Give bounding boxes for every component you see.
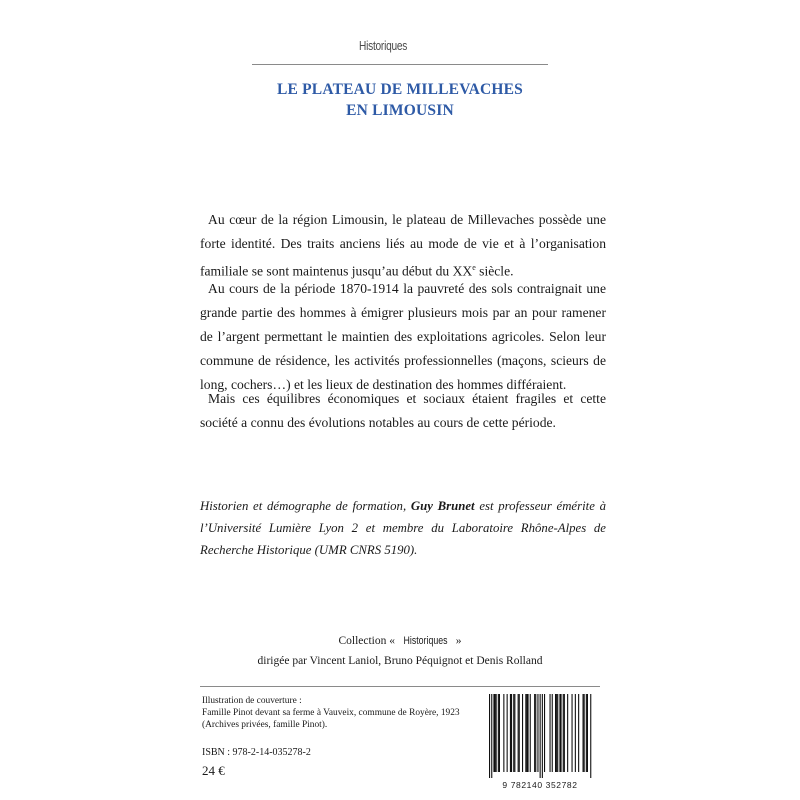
book-title: [202, 79, 598, 121]
barcode-bar: [511, 694, 512, 772]
barcode-bar: [535, 694, 536, 772]
top-rule: [252, 64, 548, 65]
collection-line: Collection « Historiques »: [202, 631, 598, 651]
barcode-bar: [557, 694, 558, 772]
barcode-bar: [514, 694, 515, 772]
summary-paragraph-2: Au cours de la période 1870-1914 la pauvreté des sols contraignait une grande partie des hommes à émigrer plusieurs mois par an pour ramener de l’argent permettant le maintien des exploitations agricoles. Selon leur commune de résidence, les activités professionnelles (maçons, scieurs de long, cochers…) et les lieux de destination des hommes différaient.: [200, 281, 606, 392]
collection-series-name: Historiques: [403, 635, 448, 647]
barcode-bar: [563, 694, 564, 772]
barcode-bar: [575, 694, 576, 772]
price: 24 €: [202, 763, 225, 778]
barcode-bar: [528, 694, 529, 772]
barcode-bar: [586, 694, 587, 772]
barcode-bar: [496, 694, 497, 772]
barcode-bar: [559, 694, 560, 772]
barcode-bar: [542, 694, 543, 778]
barcode-bar: [530, 694, 531, 772]
barcode-bar: [544, 694, 545, 772]
barcode-bar: [555, 694, 556, 772]
barcode-bar: [587, 694, 588, 772]
barcode-bar: [534, 694, 535, 772]
barcode: [488, 694, 592, 790]
barcode-bar: [552, 694, 553, 772]
title-line-2: EN LIMOUSIN: [346, 102, 454, 119]
barcode-bars: [488, 694, 592, 778]
barcode-bar: [525, 694, 526, 772]
barcode-bar: [526, 694, 527, 772]
barcode-bar: [507, 694, 508, 772]
barcode-bar: [513, 694, 514, 772]
barcode-bar: [567, 694, 568, 772]
barcode-bar: [518, 694, 519, 772]
author-bio: Historien et démographe de formation, Guy Brunet est professeur émérite à l’Université Lumière Lyon 2 et membre du Laboratoire Rhône-Alpes de Recherche Historique (UMR CNRS 5190).: [200, 499, 606, 557]
barcode-bar: [572, 694, 573, 772]
summary-paragraph-3: Mais ces équilibres économiques et sociaux étaient fragiles et cette société a connu des évolutions notables au cours de cette période.: [200, 391, 606, 430]
barcode-bar: [519, 694, 520, 772]
barcode-bar: [489, 694, 490, 778]
barcode-bar: [537, 694, 538, 772]
barcode-bar: [491, 694, 492, 778]
author-name: Guy Brunet: [410, 499, 475, 513]
barcode-bar: [590, 694, 591, 778]
barcode-digits: 9 782140 352782: [502, 780, 578, 790]
barcode-bar: [556, 694, 557, 772]
barcode-bar: [583, 694, 584, 772]
title-line-1: LE PLATEAU DE MILLEVACHES: [276, 81, 524, 98]
barcode-bar: [499, 694, 500, 772]
bottom-rule: [200, 686, 600, 687]
collection-info: [202, 631, 598, 671]
barcode-bar: [561, 694, 562, 772]
barcode-bar: [503, 694, 504, 772]
barcode-bar: [498, 694, 499, 772]
series-label: Historiques: [359, 38, 408, 53]
summary-paragraph-1: Au cœur de la région Limousin, le plateau de Millevaches possède une forte identité. Des traits anciens liés au mode de vie et à l’organisation familiale se sont maintenus jusqu’au début du XXe siècle.: [200, 212, 606, 279]
barcode-bar: [540, 694, 541, 778]
cover-illustration-credit: Illustration de couverture : Famille Pinot devant sa ferme à Vauveix, commune de Royère, 1923 (Archives privées, famille Pinot).: [202, 696, 460, 730]
barcode-bar: [564, 694, 565, 772]
barcode-bar: [510, 694, 511, 772]
barcode-bar: [578, 694, 579, 772]
barcode-bar: [584, 694, 585, 772]
barcode-bar: [495, 694, 496, 772]
collection-directors: dirigée par Vincent Laniol, Bruno Péquignot et Denis Rolland: [257, 655, 543, 667]
barcode-bar: [493, 694, 494, 772]
barcode-bar: [550, 694, 551, 772]
barcode-bar: [522, 694, 523, 772]
isbn: ISBN : 978-2-14-035278-2: [202, 747, 311, 758]
